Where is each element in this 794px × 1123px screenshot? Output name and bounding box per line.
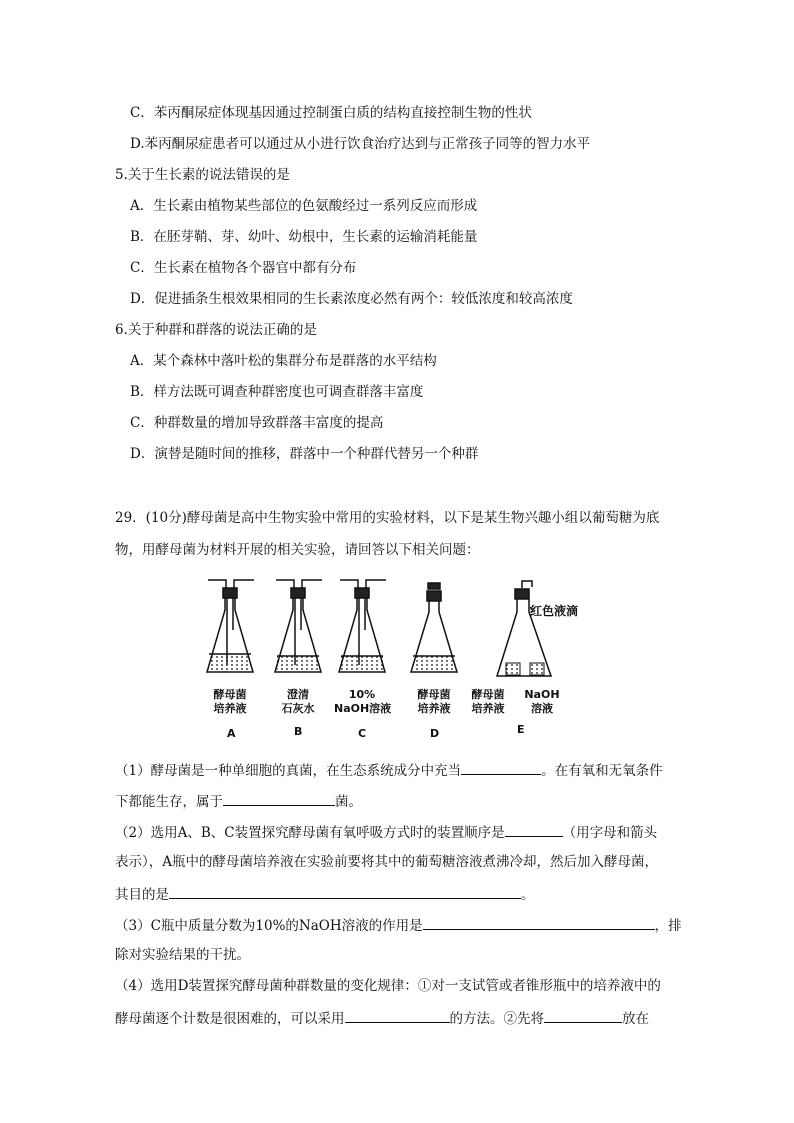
answer-blank-3[interactable] [505,822,563,837]
q29-part-4-line-1: （4）选用D装置探究酵母菌种群数量的变化规律：①对一支试管或者锥形瓶中的培养液中的 [115,978,661,994]
q29-part-4-line-2 [115,1008,649,1028]
flask-c-letter: C [358,727,367,740]
flask-d-label-2: 培养液 [417,702,451,715]
flask-e-label-4: 溶液 [531,702,553,715]
flask-a-label-1: 酵母菌 [213,688,247,701]
q4-option-d: D.苯丙酮尿症患者可以通过从小进行饮食治疗达到与正常孩子同等的智力水平 [130,136,591,152]
q29-p4-text-d: 放在 [622,1011,649,1027]
q29-part-1-line-1 [115,760,663,780]
flask-drawings [190,575,620,745]
answer-blank-4[interactable] [169,884,521,899]
q29-intro-line-2: 物，用酵母菌为材料开展的相关实验，请回答以下相关问题： [115,542,480,558]
q29-part-2-line-3 [115,884,535,904]
flask-b-label-1: 澄清 [287,688,309,701]
flask-a-letter: A [227,727,236,740]
q29-p1-text-b: 。在有氧和无氧条件 [541,763,663,779]
q5-option-d: D．促进插条生根效果相同的生长素浓度必然有两个：较低浓度和较高浓度 [130,291,573,307]
flask-a-label-2: 培养液 [213,702,247,715]
flask-c-label-2: NaOH溶液 [334,702,392,715]
q29-part-1-line-2 [115,791,362,811]
q29-p2-text-b: （用字母和箭头 [562,825,658,841]
answer-blank-7[interactable] [544,1008,622,1023]
flask-b-letter: B [294,725,303,738]
q29-p1-text-c: 下都能生存，属于 [115,794,223,810]
q6-option-a: A．某个森林中落叶松的集群分布是群落的水平结构 [130,353,437,369]
red-drop-label: 红色液滴 [530,604,579,618]
q29-p3-text-b: ，排 [654,918,682,934]
q4-option-c: C．苯丙酮尿症体现基因通过控制蛋白质的结构直接控制生物的性状 [130,105,532,121]
q29-part-3-line-2: 除对实验结果的干扰。 [115,947,250,963]
q6-option-d: D．演替是随时间的推移，群落中一个种群代替另一个种群 [130,446,479,462]
q5-option-a: A．生长素由植物某些部位的色氨酸经过一系列反应而形成 [130,198,478,214]
q29-p2-text-d: 其目的是 [115,887,169,903]
flask-d-letter: D [430,727,440,740]
flask-e-label-3: NaOH [524,688,560,701]
q29-part-2-line-2: 表示），A瓶中的酵母菌培养液在实验前要将其中的葡萄糖溶液煮沸冷却，然后加入酵母菌， [115,854,658,870]
flask-e-icon [497,581,551,676]
q29-p4-text-b: 酵母菌逐个计数是很困难的，可以采用 [115,1011,345,1027]
flask-e-label-1: 酵母菌 [471,688,505,701]
q29-p4-text-c: 的方法。②先将 [449,1011,544,1027]
q29-p3-text-a: （3）C瓶中质量分数为10%的NaOH溶液的作用是 [115,918,423,934]
q5-option-b: B．在胚芽鞘、芽、幼叶、幼根中，生长素的运输消耗能量 [130,229,478,245]
answer-blank-1[interactable] [461,760,541,775]
answer-blank-5[interactable] [423,915,655,930]
q29-p2-text-a: （2）选用A、B、C装置探究酵母菌有氧呼吸方式时的装置顺序是 [115,825,505,841]
q29-intro-line-1: 29．(10分)酵母菌是高中生物实验中常用的实验材料，以下是某生物兴趣小组以葡萄糖为底 [115,510,660,526]
apparatus-figure [190,575,620,745]
q6-option-c: C．种群数量的增加导致群落丰富度的提高 [130,415,384,431]
flask-b-icon [275,580,322,672]
q29-p1-text-a: （1）酵母菌是一种单细胞的真菌，在生态系统成分中充当 [115,763,462,779]
flask-d-icon [411,583,457,672]
answer-blank-6[interactable] [345,1008,450,1023]
flask-c-label-1: 10% [348,688,376,701]
flask-b-label-2: 石灰水 [281,702,315,715]
q6-stem: 6.关于种群和群落的说法正确的是 [115,322,317,338]
q29-p1-text-d: 菌。 [335,794,362,810]
flask-d-label-1: 酵母菌 [417,688,451,701]
flask-a-icon [207,580,254,672]
answer-blank-2[interactable] [223,791,335,806]
flask-c-icon [339,580,386,672]
q29-part-2-line-1 [115,822,657,842]
flask-e-letter: E [517,723,525,736]
q5-option-c: C．生长素在植物各个器官中都有分布 [130,260,357,276]
q29-part-3-line-1 [115,915,682,935]
q6-option-b: B．样方法既可调查种群密度也可调查群落丰富度 [130,384,424,400]
flask-e-label-2: 培养液 [471,702,505,715]
q29-p2-text-e: 。 [521,887,535,903]
q5-stem: 5.关于生长素的说法错误的是 [115,167,290,183]
